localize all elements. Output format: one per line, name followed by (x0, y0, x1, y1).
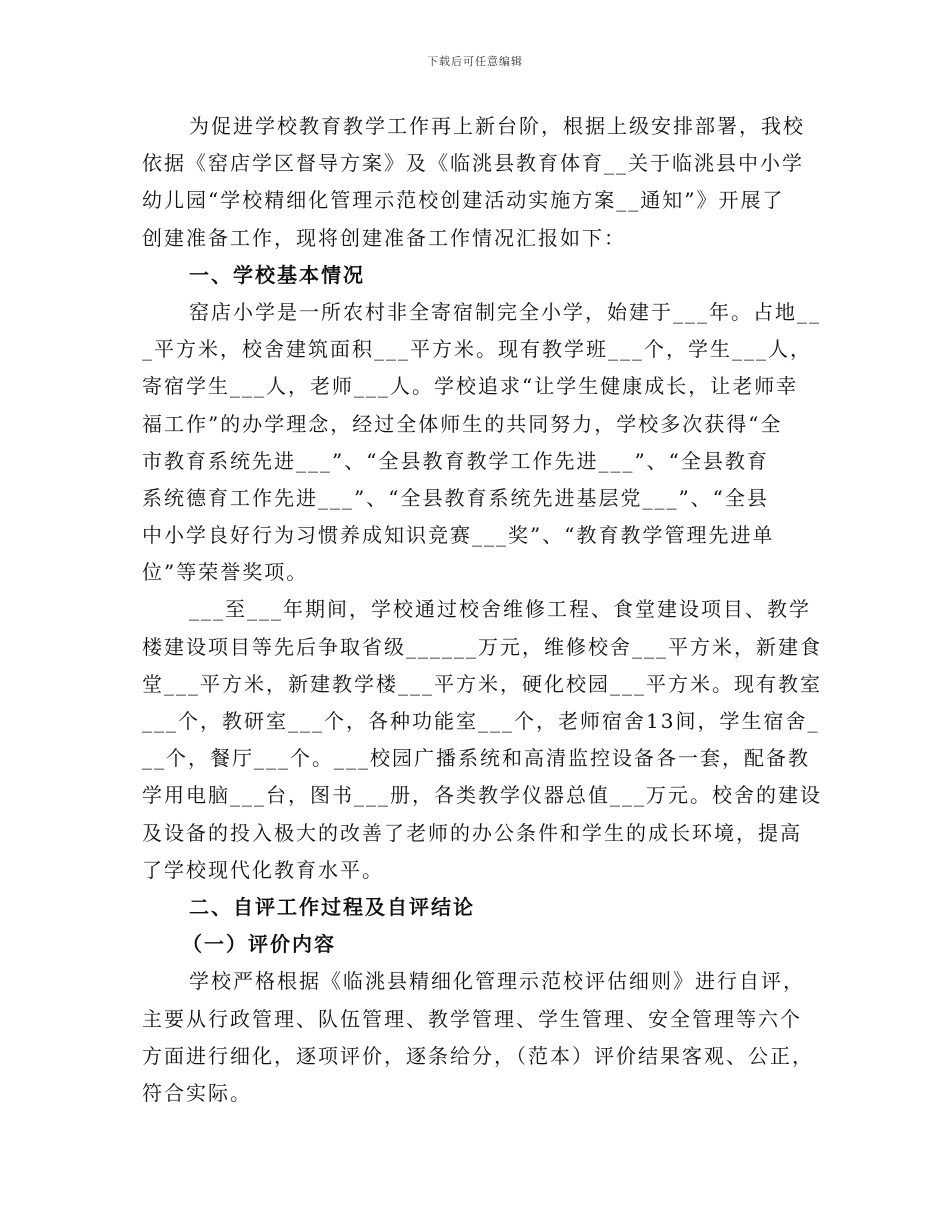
text-line: 位”等荣誉奖项。 (142, 560, 309, 585)
text-line: ___至___年期间，学校通过校舍维修工程、食堂建设项目、教学 (189, 597, 811, 622)
text-line: 方面进行细化，逐项评价，逐条给分，（范本）评价结果客观、公正， (142, 1043, 814, 1068)
text-line: 幼儿园“学校精细化管理示范校创建活动实施方案__通知”》开展了 (142, 188, 785, 213)
text-line: 系统德育工作先进___”、“全县教育系统先进基层党___”、“全县 (142, 485, 769, 510)
text-line: 及设备的投入极大的改善了老师的办公条件和学生的成长环境，提高 (142, 820, 802, 845)
text-line: __个，餐厅___个。___校园广播系统和高清监控设备各一套，配备教 (142, 746, 810, 771)
text-line: 学校严格根据《临洮县精细化管理示范校评估细则》进行自评， (189, 969, 805, 994)
text-line: 创建准备工作，现将创建准备工作情况汇报如下： (142, 225, 626, 250)
paragraph-intro (142, 108, 810, 257)
paragraph-evaluation (142, 963, 814, 1112)
text-line: 福工作”的办学理念，经过全体师生的共同努力，学校多次获得“全 (142, 411, 783, 436)
text-line: 寄宿学生___人，老师___人。学校追求“让学生健康成长，让老师幸 (142, 374, 799, 399)
paragraph-school-overview (142, 294, 821, 592)
text-line: 楼建设项目等先后争取省级______万元，维修校舍___平方米，新建食 (142, 634, 822, 659)
text-line: 为促进学校教育教学工作再上新台阶，根据上级安排部署，我校 (189, 114, 805, 138)
text-line: 中小学良好行为习惯养成知识竞赛___奖”、“教育教学管理先进单 (142, 523, 775, 548)
text-line: ___个，教研室___个，各种功能室___个，老师宿舍13间，学生宿舍_ (142, 709, 820, 733)
text-line: 窑店小学是一所农村非全寄宿制完全小学，始建于___年。占地__ (189, 299, 821, 324)
subsection-heading-evaluation-content: （一）评价内容 (182, 932, 336, 957)
text-line: 依据《窑店学区督导方案》及《临洮县教育体育__关于临洮县中小学 (142, 151, 804, 176)
text-line: 市教育系统先进___”、“全县教育教学工作先进___”、“全县教育 (142, 448, 769, 473)
text-line: 学用电脑___台，图书___册，各类教学仪器总值___万元。校舍的建设 (142, 783, 822, 808)
text-line: 主要从行政管理、队伍管理、教学管理、学生管理、安全管理等六个 (142, 1006, 802, 1031)
section-heading-basic-info: 一、学校基本情况 (189, 262, 365, 287)
paragraph-facilities (142, 591, 822, 889)
text-line: 了学校现代化教育水平。 (142, 857, 384, 882)
text-line: _平方米，校舍建筑面积___平方米。现有教学班___个，学生___人， (142, 337, 812, 362)
document-body (142, 108, 822, 1112)
text-line: 堂___平方米，新建教学楼___平方米，硬化校园___平方米。现有教室 (142, 671, 822, 696)
section-heading-self-evaluation: 二、自评工作过程及自评结论 (189, 894, 475, 919)
page-header: 下载后可任意编辑 (427, 55, 523, 68)
text-line: 符合实际。 (142, 1080, 252, 1105)
